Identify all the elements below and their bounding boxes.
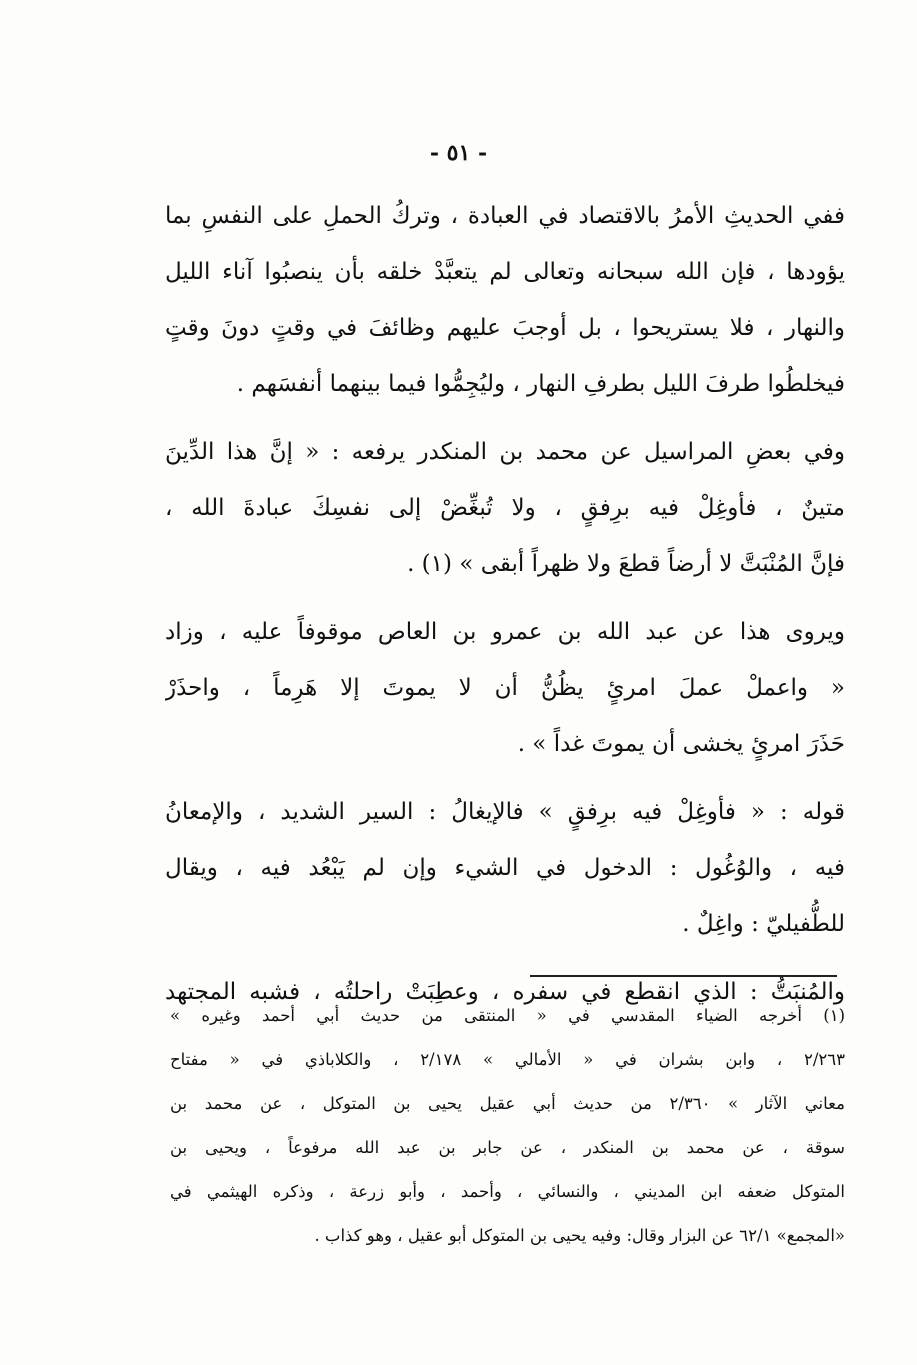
paragraph-spacer [165, 772, 845, 784]
text-line: والنهار ، فلا يستريحوا ، بل أوجبَ عليهم وظائفَ في وقتٍ دونَ وقتٍ [165, 315, 845, 341]
footnote-line: «المجمع» ٦٢/١ عن البزار وقال: وفيه يحيى بن المتوكل أبو عقيل ، وهو كذاب . [314, 1226, 845, 1245]
text-line: فيخلطُوا طرفَ الليل بطرفِ النهار ، وليُجِمُّوا فيما بينهما أنفسَهم . [236, 371, 845, 397]
paragraph-spacer [165, 592, 845, 604]
text-line: فإنَّ المُنْبَتَّ لا أرضاً قطعَ ولا ظهراً أبقى » (١) . [407, 551, 845, 577]
footnote-separator [530, 975, 837, 977]
text-line: ففي الحديثِ الأمرُ بالاقتصاد في العبادة ، وتركُ الحملِ على النفسِ بما [165, 203, 845, 229]
paragraph [165, 604, 845, 772]
text-line: والمُنبَتُّ : الذي انقطع في سفره ، وعطِبَتْ راحلتُه ، فشبه المجتهد [165, 979, 845, 1005]
text-line: وفي بعضِ المراسيل عن محمد بن المنكدر يرفعه : « إنَّ هذا الدِّينَ [165, 439, 845, 465]
text-line: فيه ، والوُغُول : الدخول في الشيء وإن لم يَبْعُد فيه ، ويقال [165, 855, 845, 881]
paragraph-spacer [165, 952, 845, 964]
footnote-line: (١) أخرجه الضياء المقدسي في « المنتقى من حديث أبي أحمد وغيره » [170, 1006, 845, 1025]
text-line: حَذَرَ امرئٍ يخشى أن يموتَ غداً » . [517, 731, 845, 757]
footnote-line: سوقة ، عن محمد بن المنكدر ، عن جابر بن عبد الله مرفوعاً ، ويحيى بن [170, 1138, 845, 1157]
footnote-line: ٢/٢٦٣ ، وابن بشران في « الأمالي » ٢/١٧٨ ، والكلاباذي في « مفتاح [170, 1050, 845, 1069]
footnote-line: المتوكل ضعفه ابن المديني ، والنسائي ، وأحمد ، وأبو زرعة ، وذكره الهيثمي في [170, 1182, 845, 1201]
paragraph [165, 784, 845, 952]
main-text [165, 188, 845, 1020]
text-line: « واعملْ عملَ امرئٍ يظُنُّ أن لا يموتَ إلا هَرِماً ، واحذَرْ [165, 675, 845, 701]
text-line: للطُّفيليّ : واغِلٌ . [682, 911, 845, 937]
text-line: متينٌ ، فأوغِلْ فيه برِفقٍ ، ولا تُبغِّضْ إلى نفسِكَ عبادةَ الله ، [165, 495, 845, 521]
footnote-line: معاني الآثار » ٢/٣٦٠ من حديث أبي عقيل يحيى بن المتوكل ، عن محمد بن [170, 1094, 845, 1113]
paragraph [165, 424, 845, 592]
text-line: ويروى هذا عن عبد الله بن عمرو بن العاص موقوفاً عليه ، وزاد [165, 619, 845, 645]
footnote [170, 994, 845, 1258]
text-line: يؤودها ، فإن الله سبحانه وتعالى لم يتعبَّدْ خلقه بأن ينصبُوا آناء الليل [165, 259, 845, 285]
text-line: قوله : « فأوغِلْ فيه برِفقٍ » فالإيغالُ : السير الشديد ، والإمعانُ [165, 799, 845, 825]
page-number: - ٥١ - [429, 140, 488, 166]
paragraph [165, 188, 845, 412]
paragraph-spacer [165, 412, 845, 424]
